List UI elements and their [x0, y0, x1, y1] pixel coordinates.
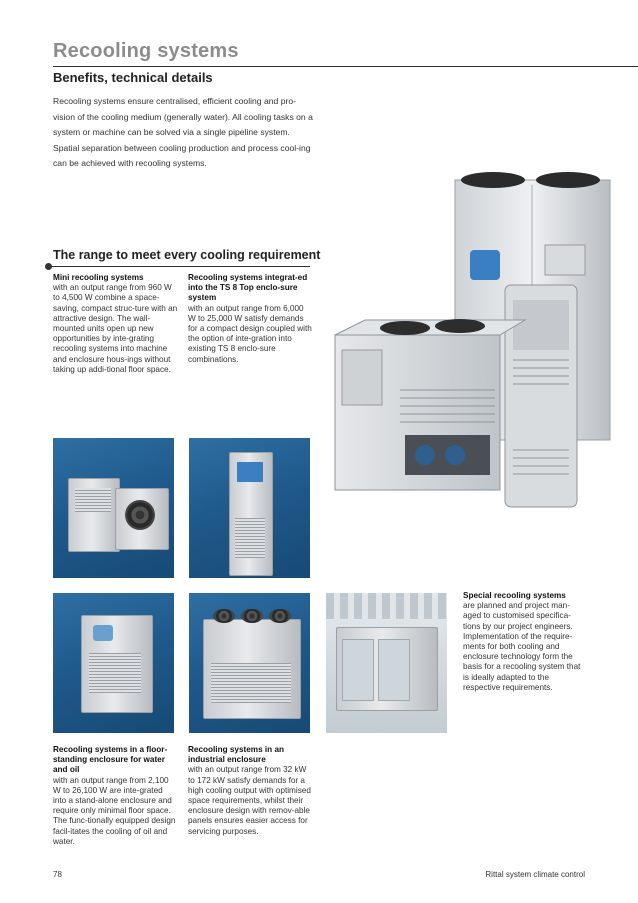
footer-brand: Rittal system climate control: [485, 870, 585, 879]
title-divider: [53, 66, 638, 67]
industrial-recooling-body: with an output range from 32 kW to 172 kW satisfy demands for a high cooling output with optimised space requirements, whilst their enclosure design with remov-able panels ensures easier access for servicing purposes.: [188, 765, 311, 836]
special-system-photo: [326, 593, 447, 733]
industrial-recooling-text: [188, 745, 313, 837]
ts8-recooling-body: with an output range from 6,000 W to 25,000 W satisfy demands for a compact design coupled with the option of inte-gration into existing TS 8 enclo-sure combinations.: [188, 303, 312, 364]
page-title: Recooling systems: [53, 40, 239, 62]
ts8-recooling-text: [188, 273, 313, 365]
floor-water-oil-photo: [53, 593, 174, 733]
ts8-recooling-title: Recooling systems integrat-ed into the TS 8 Top enclo-sure system: [188, 273, 308, 303]
floor-recooling-body: with an output range from 2,100 W to 26,100 W are inte-grated into a stand-alone enclosure and require only minimal floor space. The func-tionally equipped design facil-itates the cooling of oil and water.: [53, 775, 176, 846]
industrial-recooling-title: Recooling systems in an industrial enclosure: [188, 745, 285, 765]
special-recooling-text: [463, 591, 588, 693]
floor-recooling-text: [53, 745, 178, 847]
floor-recooling-title: Recooling systems in a floor-standing enclosure for water and oil: [53, 745, 168, 775]
page-subtitle: Benefits, technical details: [53, 70, 213, 85]
industrial-enclosure-photo: [189, 593, 310, 733]
mini-recooling-body: with an output range from 960 W to 4,500 W combine a space-saving, compact struc-ture with an attractive design. The wall-mounted units open up new opportunities by inte-grating recooling systems into machine and enclosure hous-ings without taking up addi-tional floor space.: [53, 283, 178, 374]
bullet-dot: [45, 263, 52, 270]
mini-recooling-text: [53, 273, 178, 375]
hero-product-photo: [330, 160, 638, 530]
floor-standing-unit-photo: [189, 438, 310, 578]
mini-units-photo: [53, 438, 174, 578]
recooling-units-illustration: [330, 160, 638, 530]
page-number: 78: [53, 870, 62, 879]
special-recooling-body: are planned and project man-aged to customised specifica-tions by our project engineers. Implementation of the require-ments for both cooling and enclosure technology form the basis for a recooling system that is ideally adapted to the respective requirements.: [463, 601, 581, 692]
range-divider: [48, 266, 310, 267]
intro-paragraph: Recooling systems ensure centralised, efficient cooling and pro-vision of the cooling medium (generally water). All cooling tasks on a system or machine can be solved via a single pipeline system. Spatial separation between cooling production and process cool-ing can be achieved with recooling systems.: [53, 96, 313, 168]
mini-recooling-title: Mini recooling systems: [53, 273, 144, 282]
range-heading: The range to meet every cooling requirement: [53, 248, 321, 262]
special-recooling-title: Special recooling systems: [463, 591, 566, 600]
